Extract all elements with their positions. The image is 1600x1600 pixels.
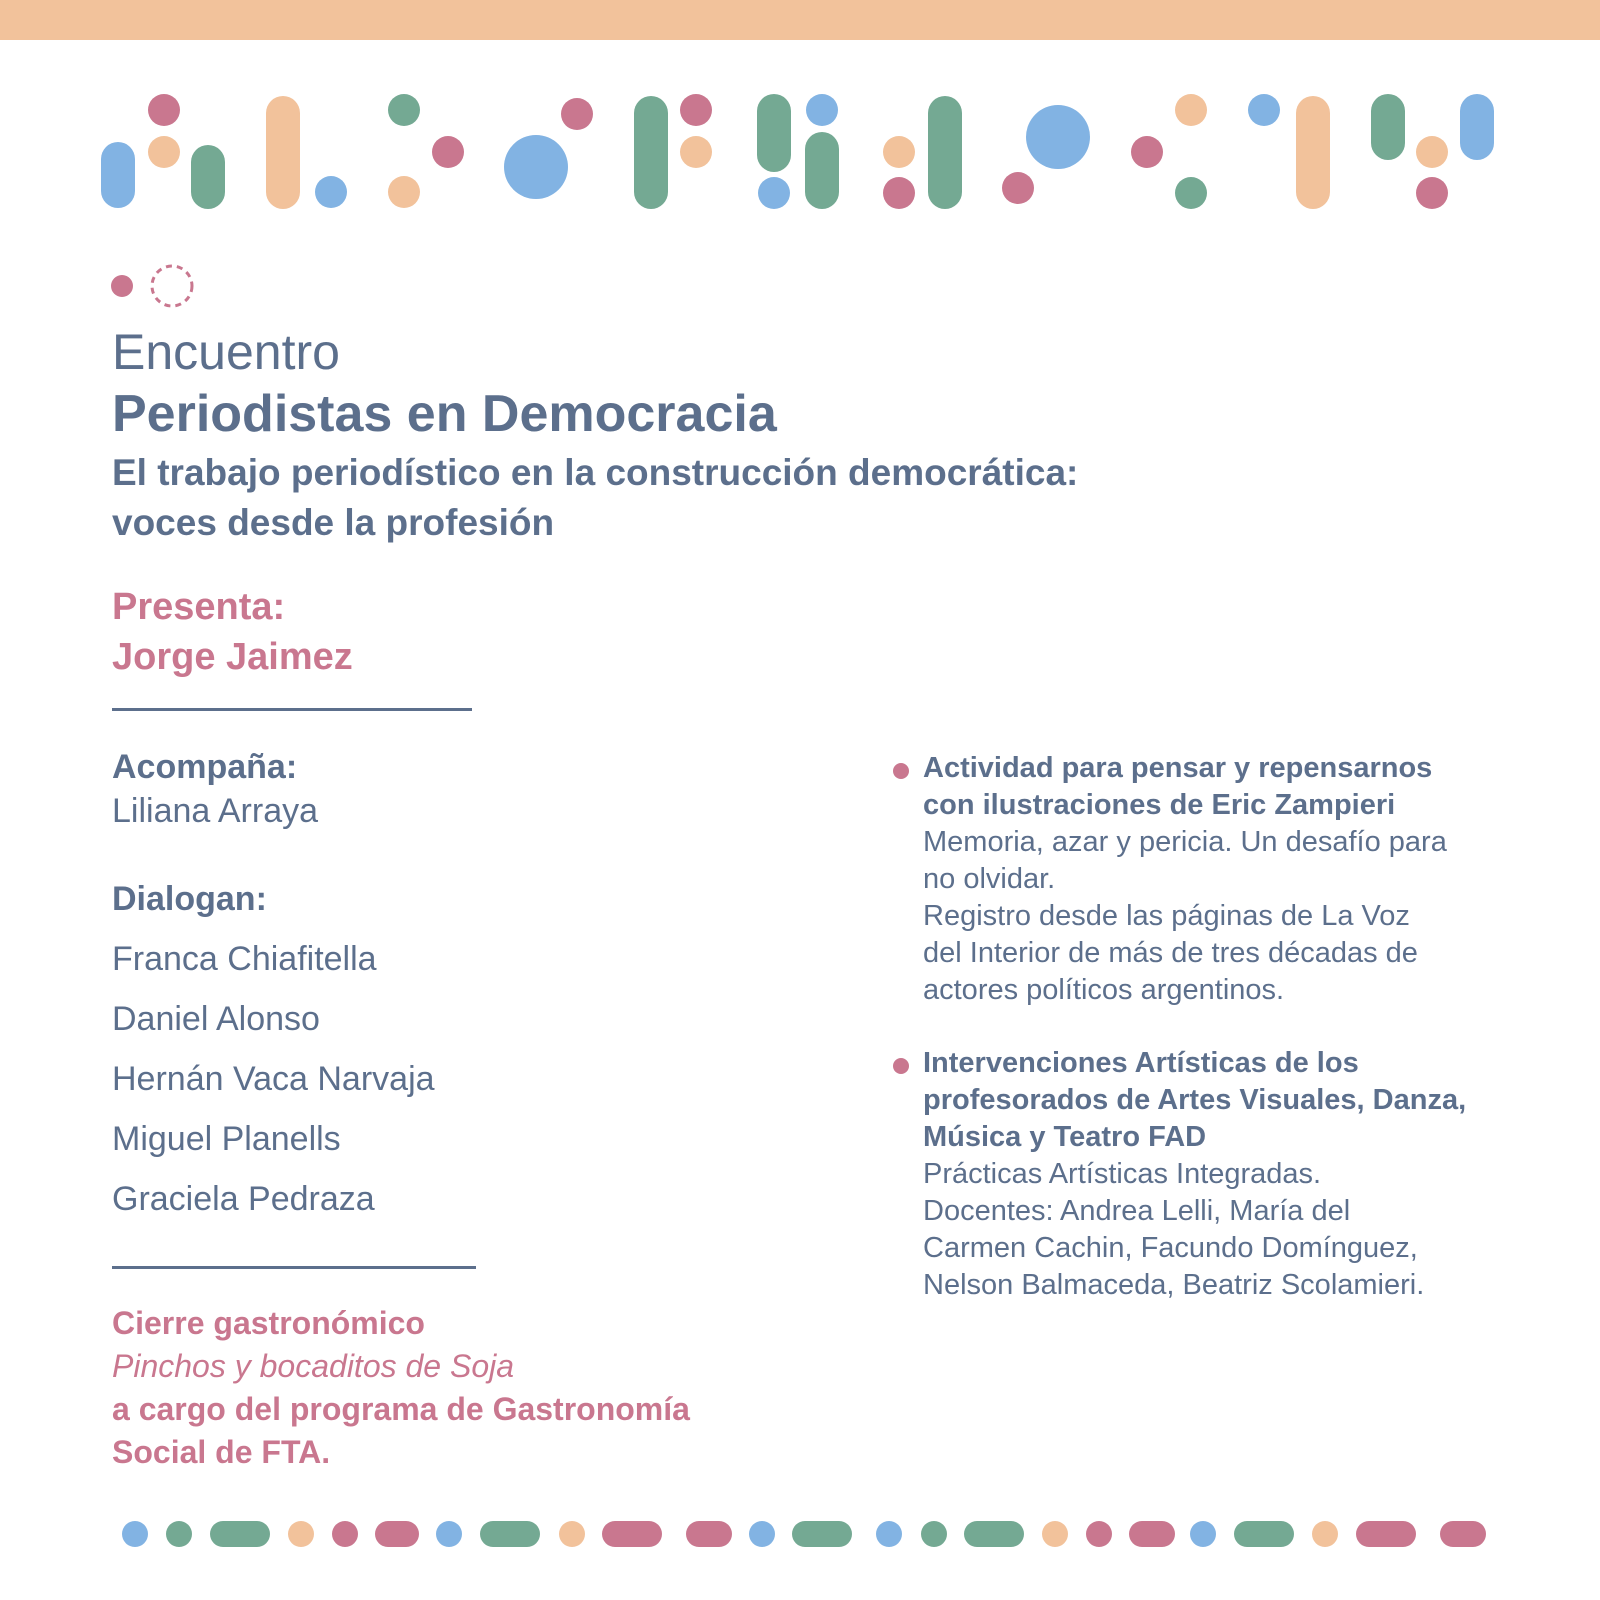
activity-item (893, 750, 1513, 1009)
event-subtitle-line-1: El trabajo periodístico en la construcción democrática: (112, 452, 1079, 493)
event-type-label: Encuentro (112, 324, 340, 380)
activity-body-line: Memoria, azar y pericia. Un desafío para (923, 826, 1447, 858)
activities-column (893, 750, 1513, 1340)
dialogue-label: Dialogan: (112, 880, 267, 918)
activity-title-line: Música y Teatro FAD (923, 1121, 1207, 1153)
speaker-name: Franca Chiafitella (112, 940, 377, 978)
accompanist-label: Acompaña: (112, 748, 298, 786)
speaker-name: Miguel Planells (112, 1120, 341, 1158)
section-marker-icon (110, 264, 200, 314)
decorative-dot-pattern-bottom (0, 1510, 1600, 1550)
closing-title: Cierre gastronómico (112, 1305, 425, 1341)
activity-title-line: Intervenciones Artísticas de los (923, 1047, 1359, 1079)
divider (112, 708, 472, 711)
speaker-name: Daniel Alonso (112, 1000, 320, 1038)
closing-credit-line-1: a cargo del programa de Gastronomía (112, 1391, 690, 1427)
activity-item (893, 1045, 1513, 1304)
activity-body-line: Registro desde las páginas de La Voz (923, 900, 1410, 932)
activity-title-line: profesorados de Artes Visuales, Danza, (923, 1084, 1467, 1116)
decorative-dot-pattern-top (0, 80, 1600, 230)
participants-column (112, 745, 752, 1229)
activity-title-line: con ilustraciones de Eric Zampieri (923, 789, 1396, 821)
activity-body-line: Nelson Balmaceda, Beatriz Scolamieri. (923, 1269, 1425, 1301)
top-color-band (0, 0, 1600, 40)
activity-body-line: actores políticos argentinos. (923, 974, 1285, 1006)
event-title: Periodistas en Democracia (112, 385, 777, 443)
activity-title-line: Actividad para pensar y repensarnos (923, 752, 1433, 784)
activity-body-line: no olvidar. (923, 863, 1056, 895)
closing-credit-line-2: Social de FTA. (112, 1434, 331, 1470)
event-header (112, 322, 1412, 548)
activity-body-line: Docentes: Andrea Lelli, María del (923, 1195, 1351, 1227)
activity-body-line: Prácticas Artísticas Integradas. (923, 1158, 1322, 1190)
closing-block (112, 1302, 812, 1474)
bullet-icon (893, 763, 909, 779)
speaker-name: Hernán Vaca Narvaja (112, 1060, 435, 1098)
divider (112, 1266, 476, 1269)
speaker-list (112, 929, 752, 1229)
presenter-label: Presenta: (112, 586, 286, 628)
closing-menu: Pinchos y bocaditos de Soja (112, 1348, 515, 1384)
activity-body-line: del Interior de más de tres décadas de (923, 937, 1418, 969)
activity-body-line: Carmen Cachin, Facundo Domínguez, (923, 1232, 1418, 1264)
presenter-name: Jorge Jaimez (112, 636, 353, 678)
speaker-name: Graciela Pedraza (112, 1180, 375, 1218)
accompanist-name: Liliana Arraya (112, 792, 319, 830)
bullet-icon (893, 1058, 909, 1074)
presenter-block (112, 582, 353, 682)
event-subtitle-line-2: voces desde la profesión (112, 502, 555, 543)
